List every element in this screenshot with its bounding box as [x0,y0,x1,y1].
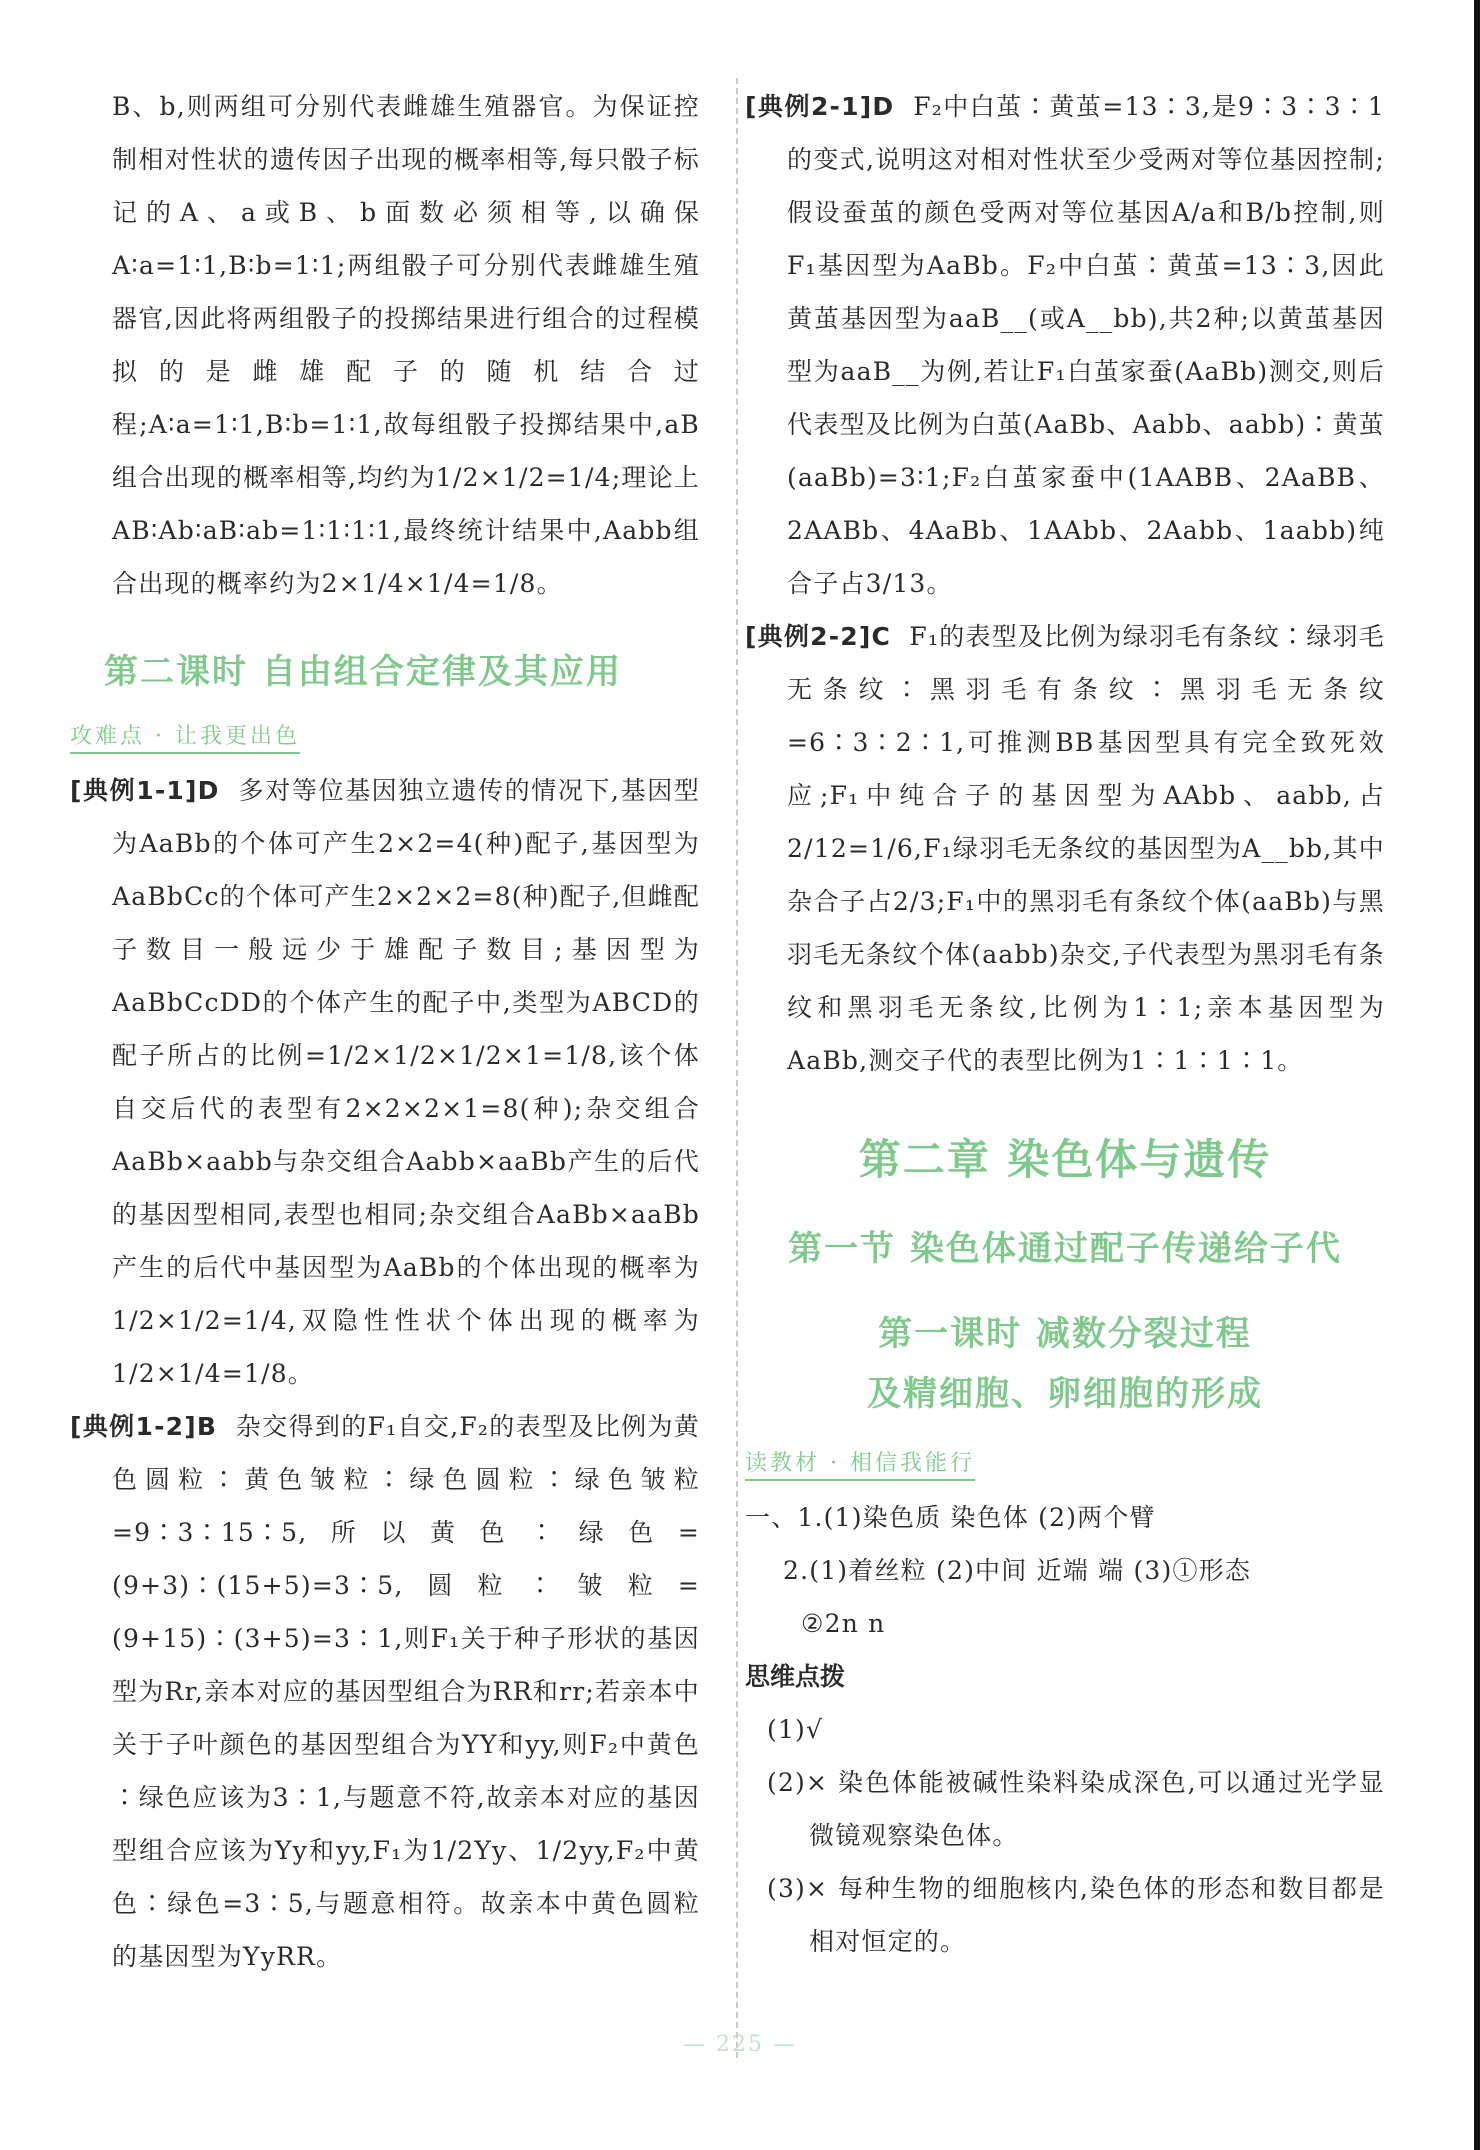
subheading-wrap [70,719,700,764]
right-column [745,80,1385,1968]
lesson-title: 第二课时 自由组合定律及其应用 [104,652,622,692]
page-number: — 225 — [683,2032,797,2057]
subheading-wrap-right [745,1446,1385,1491]
left-column [70,80,700,1983]
example-1-1 [70,764,700,1400]
example-2-2-tag: [典例2-2]C [745,622,892,651]
subheading-right: 读教材 · 相信我能行 [745,1446,975,1481]
intro-paragraph: B、b,则两组可分别代表雌雄生殖器官。为保证控制相对性状的遗传因子出现的概率相等,每只骰子标记的A、a或B、b面数必须相等,以确保A∶a=1∶1,B∶b=1∶1;两组骰子可分别代表雌雄生殖器官,因此将两组骰子的投掷结果进行组合的过程模拟的是雌雄配子的随机结合过程;A∶a=1∶1,B∶b=1∶1,故每组骰子投掷结果中,aB组合出现的概率相等,均约为1/2×1/2=1/4;理论上AB∶Ab∶aB∶ab=1∶1∶1∶1,最终统计结果中,Aabb组合出现的概率约为2×1/4×1/4=1/8。 [112,92,700,598]
answer-line-1: 一、1.(1)染色质 染色体 (2)两个臂 [745,1503,1156,1532]
thinking-item-3: (3)× 每种生物的细胞核内,染色体的形态和数目都是相对恒定的。 [767,1874,1385,1956]
example-1-2-tag: [典例1-2]B [70,1412,218,1441]
example-2-2-text: F₁的表型及比例为绿羽毛有条纹∶绿羽毛无条纹∶黑羽毛有条纹∶黑羽毛无条纹=6∶3∶2∶1,可推测BB基因型具有完全致死效应;F₁中纯合子的基因型为AAbb、aabb,占2/12=1/6,F₁绿羽毛无条纹的基因型为A__bb,其中杂合子占2/3;F₁中的黑羽毛有条纹个体(aaBb)与黑羽毛无条纹个体(aabb)杂交,子代表型为黑羽毛有条纹和黑羽毛无条纹,比例为1∶1;亲本基因型为AaBb,测交子代的表型比例为1∶1∶1∶1。 [787,622,1386,1075]
lesson-title-line-1: 第一课时 减数分裂过程 [878,1314,1252,1354]
lesson-title-line-2: 及精细胞、卵细胞的形成 [867,1374,1263,1414]
lesson-title-block [745,1304,1385,1424]
example-2-2 [745,610,1385,1087]
example-1-1-text: 多对等位基因独立遗传的情况下,基因型为AaBb的个体可产生2×2=4(种)配子,基因型为AaBbCc的个体可产生2×2×2=8(种)配子,但雌配子数目一般远少于雄配子数目;基因型为AaBbCcDD的个体产生的配子中,类型为ABCD的配子所占的比例=1/2×1/2×1/2×1=1/8,该个体自交后代的表型有2×2×2×1=8(种);杂交组合AaBb×aabb与杂交组合Aabb×aaBb产生的后代的基因型相同,表型也相同;杂交组合AaBb×aaBb产生的后代中基因型为AaBb的个体出现的概率为1/2×1/2=1/4,双隐性性状个体出现的概率为1/2×1/4=1/8。 [112,776,700,1388]
example-1-2-text: 杂交得到的F₁自交,F₂的表型及比例为黄色圆粒∶黄色皱粒∶绿色圆粒∶绿色皱粒=9∶3∶15∶5,所以黄色∶绿色=(9+3)∶(15+5)=3∶5,圆粒∶皱粒=(9+15)∶(3+5)=3∶1,则F₁关于种子形状的基因型为Rr,亲本对应的基因型组合为RR和rr;若亲本中关于子叶颜色的基因型组合为YY和yy,则F₂中黄色∶绿色应该为3∶1,与题意不符,故亲本对应的基因型组合应该为Yy和yy,F₁为1/2Yy、1/2yy,F₂中黄色∶绿色=3∶5,与题意相符。故亲本中黄色圆粒的基因型为YyRR。 [112,1412,701,1971]
example-1-2 [70,1400,700,1983]
example-1-1-tag: [典例1-1]D [70,776,220,805]
example-2-1 [745,80,1385,610]
chapter-title: 第二章 染色体与遗传 [858,1135,1272,1184]
section-title: 第一节 染色体通过配子传递给子代 [788,1229,1342,1269]
subheading: 攻难点 · 让我更出色 [70,719,300,754]
example-2-1-text: F₂中白茧∶黄茧=13∶3,是9∶3∶3∶1的变式,说明这对相对性状至少受两对等位基因控制;假设蚕茧的颜色受两对等位基因A/a和B/b控制,则F₁基因型为AaBb。F₂中白茧∶黄茧=13∶3,因此黄茧基因型为aaB__(或A__bb),共2种;以黄茧基因型为aaB__为例,若让F₁白茧家蚕(AaBb)测交,则后代表型及比例为白茧(AaBb、Aabb、aabb)∶黄茧(aaBb)=3∶1;F₂白茧家蚕中(1AABB、2AaBB、2AABb、4AaBb、1AAbb、2Aabb、1aabb)纯合子占3/13。 [787,92,1385,598]
answer-line-2: 2.(1)着丝粒 (2)中间 近端 端 (3)①形态 [783,1556,1252,1585]
answer-line-3: ②2n n [801,1609,886,1638]
page-edge-bar [1474,0,1480,2150]
example-2-1-tag: [典例2-1]D [745,92,895,121]
thinking-heading: 思维点拨 [745,1662,846,1691]
thinking-item-1: (1)√ [767,1715,824,1744]
thinking-item-2: (2)× 染色体能被碱性染料染成深色,可以通过光学显微镜观察染色体。 [767,1768,1385,1850]
column-divider [736,78,738,2058]
